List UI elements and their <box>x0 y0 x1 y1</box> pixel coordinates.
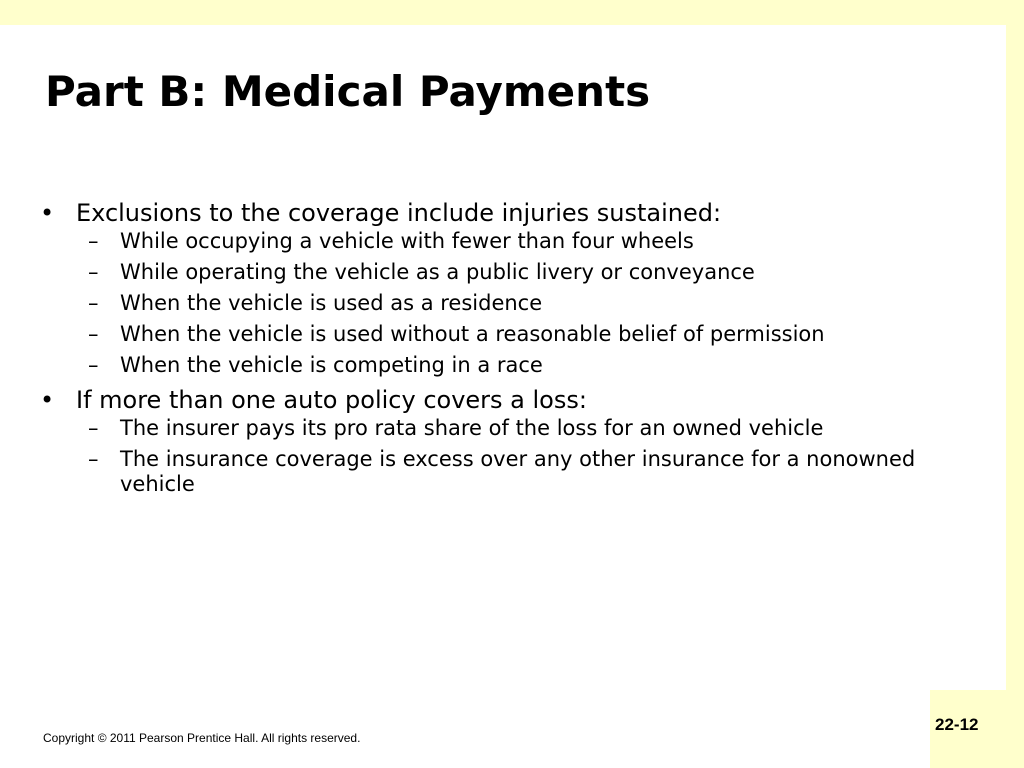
list-item-text: While operating the vehicle as a public livery or conveyance <box>120 260 755 284</box>
multiple-policies-list <box>40 416 990 497</box>
bullet-text: Exclusions to the coverage include injuries sustained: <box>76 199 722 227</box>
dash-icon: – <box>88 260 99 284</box>
list-item-text: The insurance coverage is excess over any other insurance for a nonowned vehicle <box>120 447 916 496</box>
dash-icon: – <box>88 353 99 377</box>
list-item-text: When the vehicle is competing in a race <box>120 353 543 377</box>
list-item <box>40 416 990 441</box>
list-item-text: When the vehicle is used without a reasonable belief of permission <box>120 322 825 346</box>
exclusions-list <box>40 229 990 378</box>
list-item <box>40 291 990 316</box>
copyright-footer: Copyright © 2011 Pearson Prentice Hall. All rights reserved. <box>43 731 361 745</box>
slide-body <box>40 197 990 503</box>
bullet-dot-icon: • <box>40 386 55 414</box>
bullet-multiple-policies <box>40 384 990 416</box>
bullet-text: If more than one auto policy covers a loss: <box>76 386 587 414</box>
list-item <box>40 353 990 378</box>
list-item <box>40 322 990 347</box>
dash-icon: – <box>88 416 99 440</box>
list-item-text: While occupying a vehicle with fewer than four wheels <box>120 229 694 253</box>
slide-title: Part B: Medical Payments <box>45 67 651 116</box>
dash-icon: – <box>88 291 99 315</box>
list-item-text: When the vehicle is used as a residence <box>120 291 543 315</box>
list-item <box>40 447 990 497</box>
list-item <box>40 260 990 285</box>
bullet-dot-icon: • <box>40 199 55 227</box>
page-number: 22-12 <box>935 715 979 734</box>
dash-icon: – <box>88 322 99 346</box>
bullet-exclusions <box>40 197 990 229</box>
dash-icon: – <box>88 229 99 253</box>
list-item <box>40 229 990 254</box>
list-item-text: The insurer pays its pro rata share of the loss for an owned vehicle <box>120 416 824 440</box>
dash-icon: – <box>88 447 99 471</box>
